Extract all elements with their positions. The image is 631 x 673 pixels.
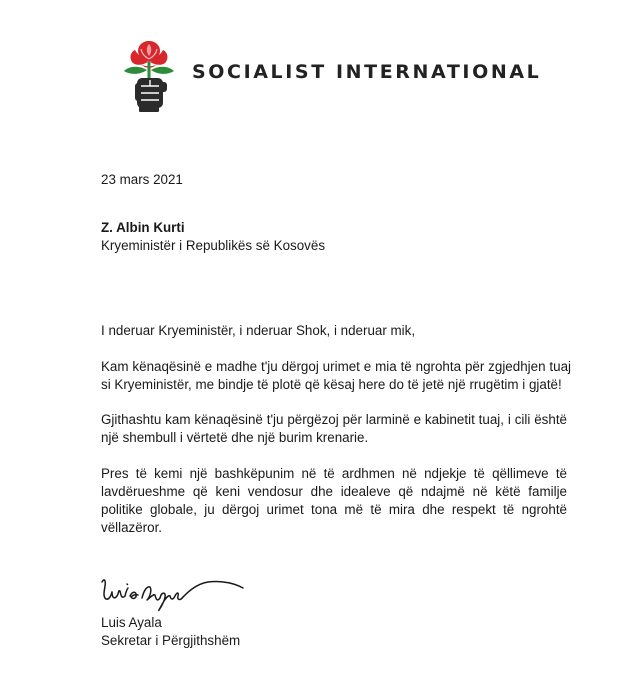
recipient-title: Kryeministër i Republikës së Kosovës [101, 238, 326, 253]
body-paragraph: Pres të kemi një bashkëpunim në të ardhmen në ndjekje të qëllimeve të lavdërueshme që keni vendosur dhe idealeve që ndajmë në këtë familje politike globale, ju dërgoj urimet tona më të mira dhe respekt të ngrohtë vëllazëror. [101, 466, 567, 535]
letter-date: 23 mars 2021 [101, 172, 183, 187]
signatory-title: Sekretar i Përgjithshëm [101, 633, 241, 648]
recipient-name: Z. Albin Kurti [101, 220, 185, 235]
body-paragraph: Kam kënaqësinë e madhe t'ju dërgoj urimet e mia të ngrohta për zgjedhjen tuaj si Kryeministër, me bindje të plotë që kësaj here do të jetë një rrugëtim i gjatë! [101, 359, 571, 392]
signatory-name: Luis Ayala [101, 615, 162, 630]
handwritten-signature [98, 572, 248, 614]
salutation: I nderuar Kryeministër, i nderuar Shok, i nderuar mik, [101, 323, 416, 338]
organization-name: SOCIALIST INTERNATIONAL [192, 61, 542, 83]
body-paragraph: Gjithashtu kam kënaqësinë t'ju përgëzoj për larminë e kabinetit tuaj, i cili është një shembull i vërtetë dhe një burim krenarie. [101, 412, 567, 445]
rose-fist-logo-icon [121, 38, 177, 114]
